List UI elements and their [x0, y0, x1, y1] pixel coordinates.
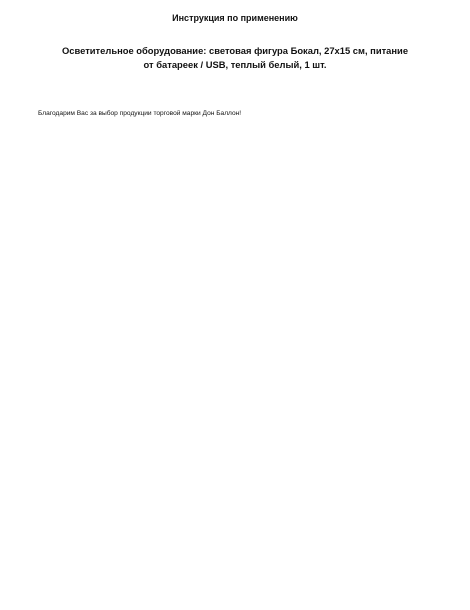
page-title: Инструкция по применению [172, 13, 298, 23]
thanks-text: Благодарим Вас за выбор продукции торговой марки Дон Баллон! [38, 110, 242, 117]
product-title: Осветительное оборудование: световая фигура Бокал, 27x15 см, питание от батареек / USB, теплый белый, 1 шт. [61, 45, 409, 70]
